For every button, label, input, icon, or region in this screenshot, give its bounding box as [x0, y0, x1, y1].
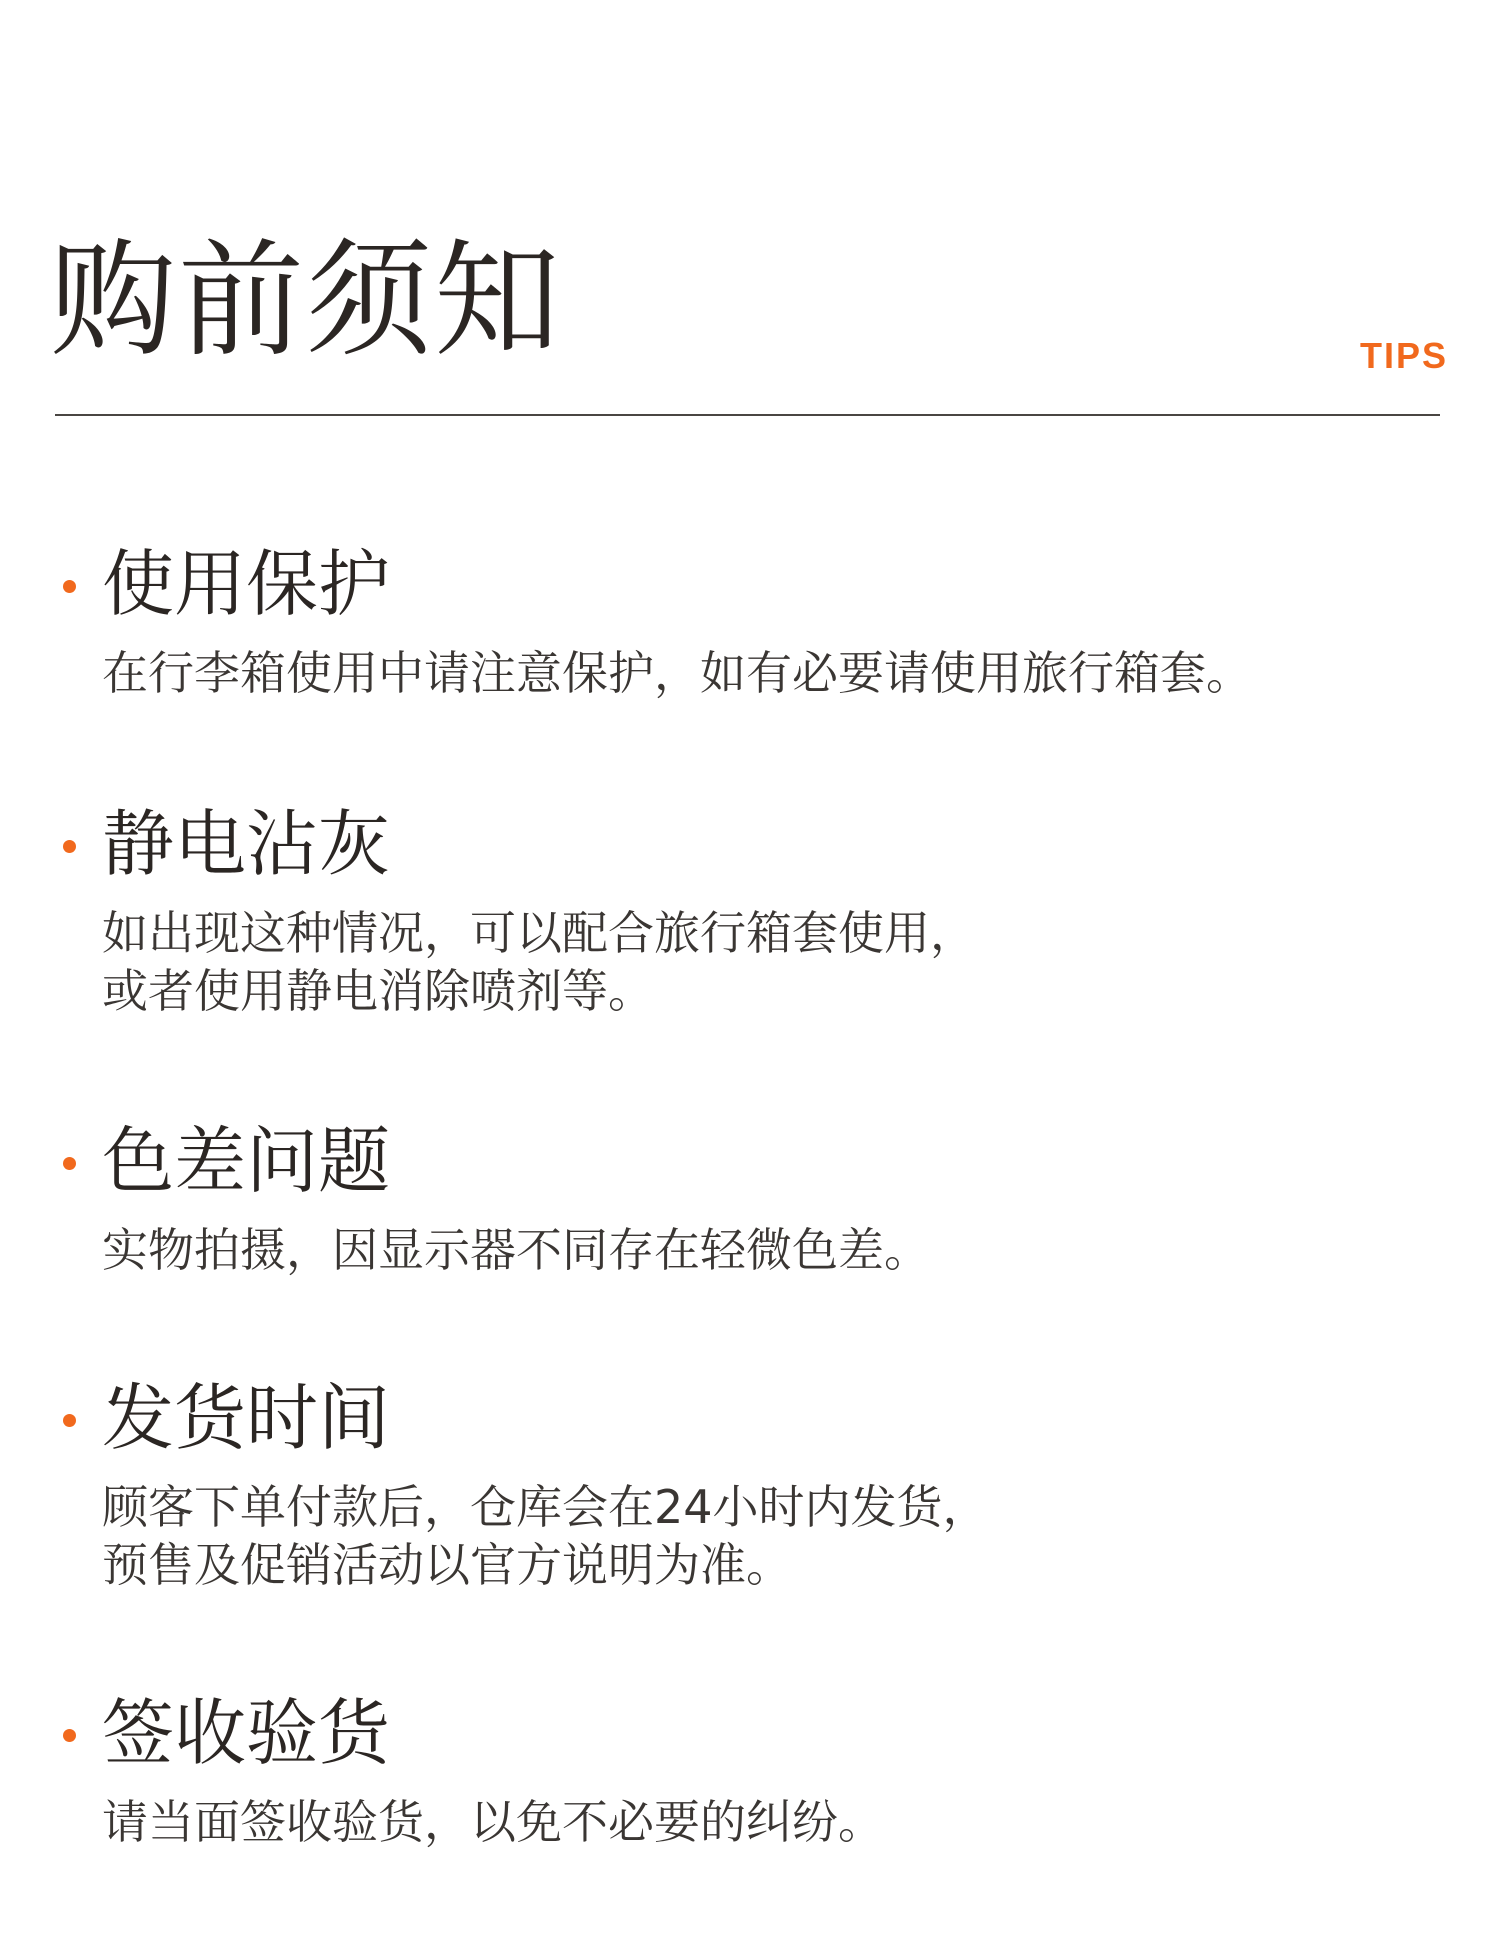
section-heading: 静电沾灰	[102, 802, 391, 886]
tips-label: TIPS	[1359, 335, 1448, 376]
section-heading: 发货时间	[102, 1376, 391, 1460]
section-body	[102, 1793, 884, 1851]
section-body-line: 顾客下单付款后，仓库会在24小时内发货，	[102, 1480, 989, 1534]
title-divider	[55, 414, 1440, 416]
bullet-dot-icon	[63, 840, 76, 853]
section-body	[102, 1221, 930, 1279]
bullet-dot-icon	[63, 1729, 76, 1742]
section-body-line: 请当面签收验货，以免不必要的纠纷。	[102, 1795, 884, 1849]
section-body-line: 或者使用静电消除喷剂等。	[102, 964, 654, 1018]
section-body-line: 如出现这种情况，可以配合旅行箱套使用，	[102, 906, 976, 960]
section-body-line: 在行李箱使用中请注意保护，如有必要请使用旅行箱套。	[102, 646, 1252, 700]
section-body	[102, 904, 976, 1020]
section-heading: 使用保护	[102, 542, 391, 626]
section-body	[102, 644, 1252, 702]
section-heading: 色差问题	[102, 1119, 391, 1203]
bullet-dot-icon	[63, 1157, 76, 1170]
bullet-dot-icon	[63, 1414, 76, 1427]
page-title: 购前须知	[50, 227, 562, 374]
section-body	[102, 1478, 989, 1594]
section-heading: 签收验货	[102, 1691, 391, 1775]
section-body-line: 实物拍摄，因显示器不同存在轻微色差。	[102, 1223, 930, 1277]
bullet-dot-icon	[63, 580, 76, 593]
section-body-line: 预售及促销活动以官方说明为准。	[102, 1538, 792, 1592]
